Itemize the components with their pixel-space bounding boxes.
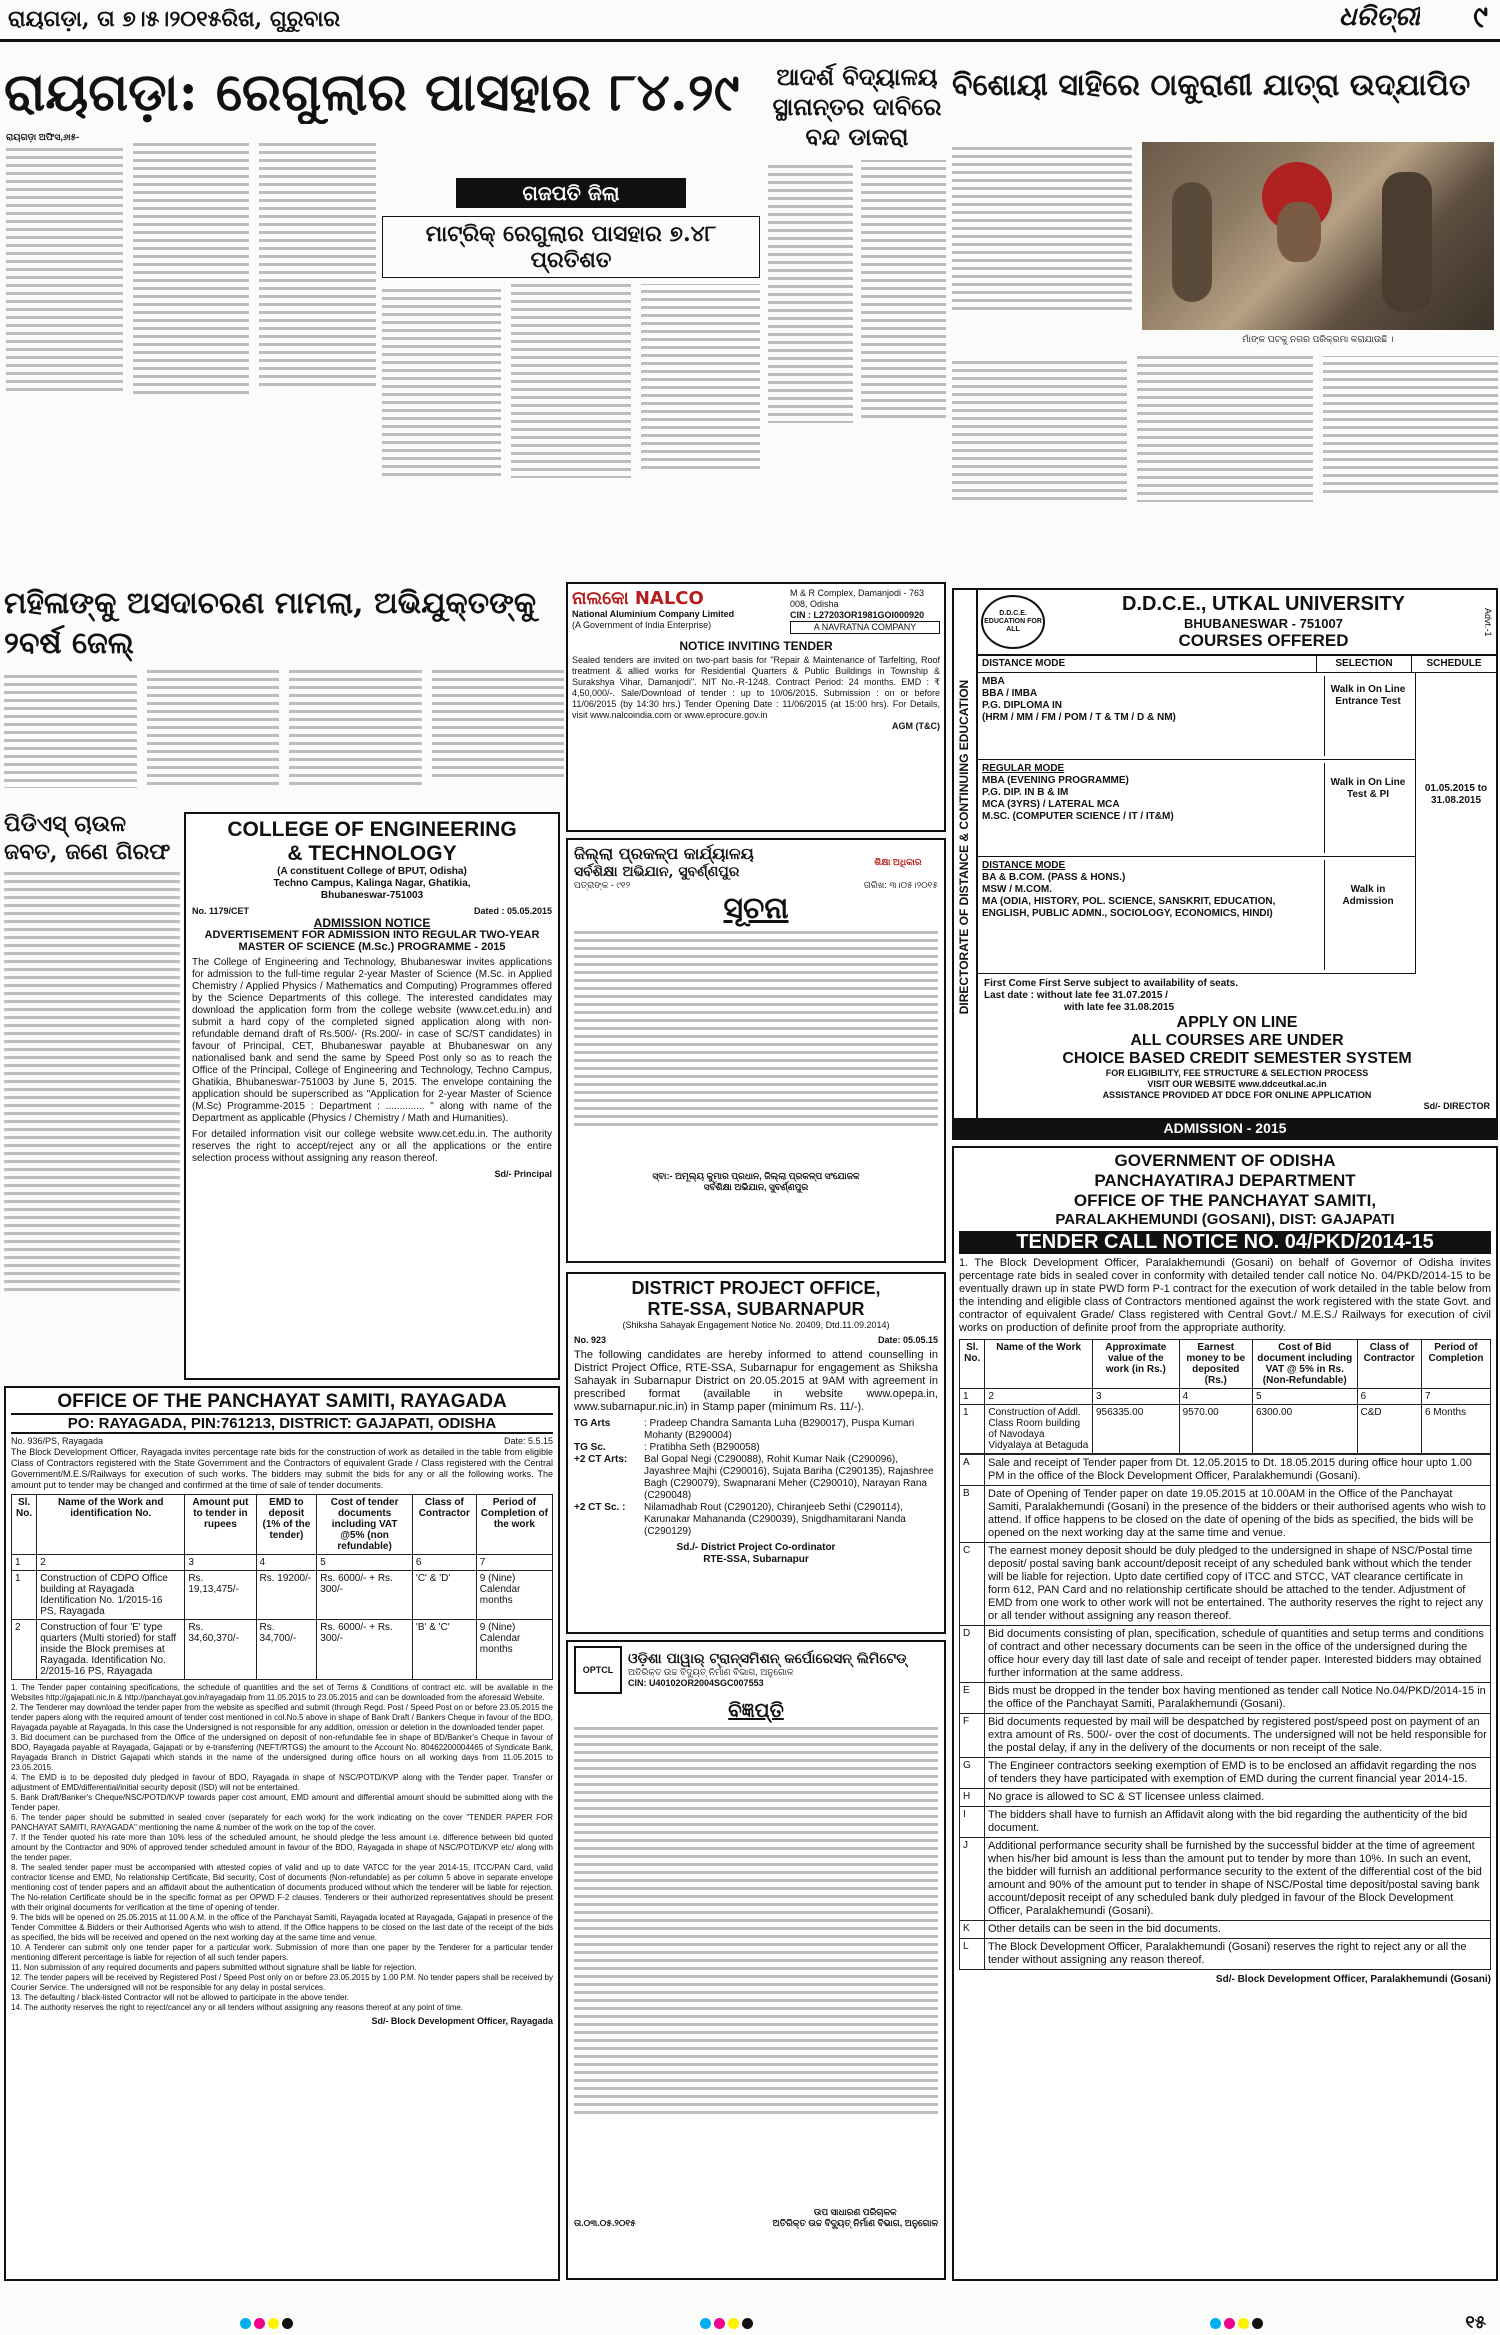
ssa-signatory-1: ସ୍ବା:- ଅମୂଲ୍ୟ କୁମାର ପ୍ରଧାନ, ଜିଲ୍ଲା ପ୍ରକଳ୍ପ ସଂଯୋଜକ	[652, 1171, 860, 1181]
mahila-story	[4, 584, 564, 804]
cet-ad	[184, 812, 560, 1380]
lead-story-body	[6, 132, 376, 572]
dpo-body: The following candidates are hereby informed to attend counselling in District Project Office, RTE-SSA, Subarnapur for engagement as Shiksha Sahayak in Subarnapur District on 20.05.2015 at 9AM with agreement in prescribed format (available in website www.opepa.in, www.subarnapur.nic.in) in Stamp paper (minimum Rs. 11/-).	[574, 1349, 938, 1413]
ddce-note-3: with late fee 31.08.2015	[1064, 1002, 1175, 1013]
text-block	[574, 1727, 938, 2207]
adarsha-headline-1: ଆଦର୍ଶ ବିଦ୍ୟାଳୟ	[776, 62, 938, 91]
ddce-apply-1: APPLY ON LINE	[1176, 1014, 1298, 1031]
optcl-cin: CIN: U40102OR2004SGC007553	[628, 1678, 764, 1688]
gosani-clauses	[959, 1454, 1491, 1970]
table-header: Cost of Bid document including VAT @ 5% in Rs. (Non-Refundable)	[1252, 1340, 1357, 1389]
cet-signatory: Sd/- Principal	[494, 1169, 552, 1179]
text-block	[382, 284, 760, 578]
dpo-row: +2 CT Arts: Bal Gopal Negi (C290088), Rohit Kumar Naik (C290096), Jayashree Majhi (C290016), Sujata Bariha (C290135), Rajashree Bagh (C290079), Swapnarani Meher (C290010), Narayan Rana (C290048)	[574, 1454, 934, 1501]
ddce-selection: Walk in On Line Test & PI	[1324, 763, 1411, 853]
table-header: Class of Contractor	[1357, 1340, 1421, 1389]
table-header-row	[960, 1340, 1491, 1389]
ssa-logo	[858, 857, 938, 868]
text-block	[952, 142, 1132, 332]
rayagada-terms	[11, 1683, 553, 2013]
adarsha-story	[768, 62, 946, 582]
dpo-date: Date: 05.05.15	[877, 1335, 938, 1345]
adarsha-headline-3: ବନ୍ଦ ଡାକରା	[805, 122, 909, 151]
ssa-title: ସୂଚନା	[723, 891, 789, 926]
registration-marks-center	[700, 2318, 753, 2329]
text-block	[4, 670, 564, 804]
ddce-courses-title: COURSES OFFERED	[1178, 631, 1349, 650]
table-row: 1 Construction of CDPO Office building at Rayagada Identification No. 1/2015-16 PS, Rayagada Rs. 19,13,475/- Rs. 19200/- Rs. 6000/- + Rs. 300/- 'C' & 'D' 9 (Nine) Calendar months	[12, 1571, 553, 1620]
term: 5. Bank Draft/Banker's Cheque/NSC/POTD/KVP towards paper cost amount, EMD amount and differential amount should be submitted along with the Tender paper.	[11, 1793, 553, 1812]
ddce-ad	[952, 588, 1498, 1140]
ddce-course: MSW / M.COM.	[982, 884, 1052, 895]
rayagada-subtitle: PO: RAYAGADA, PIN:761213, DISTRICT: GAJAPATI, ODISHA	[11, 1415, 553, 1434]
gosani-gov: GOVERNMENT OF ODISHA	[1114, 1151, 1336, 1170]
table-header: EMD to deposit (1% of the tender)	[256, 1495, 317, 1555]
ssa-office-2: ସର୍ବଶିକ୍ଷା ଅଭିଯାନ, ସୁବର୍ଣ୍ଣପୁର	[574, 864, 740, 880]
pds-headline-2: ଜବତ, ଜଣେ ଗିରଫ	[4, 839, 171, 865]
gosani-tender	[952, 1146, 1498, 2281]
nalco-signatory: AGM (T&C)	[892, 721, 940, 731]
table-header: Period of Completion	[1421, 1340, 1490, 1389]
dpo-row: TG Sc. : Pratibha Seth (B290058)	[574, 1442, 760, 1453]
ddce-selection: Walk in Admission	[1324, 860, 1411, 970]
nalco-company: National Aluminium Company Limited	[572, 609, 735, 619]
ssa-date: ତାରିଖ: ୩।୦୫।୨୦୧୫	[863, 880, 938, 890]
gajapati-headline: ମାଟ୍ରିକ୍ ରେଗୁଲାର ପାସହାର ୭.୪୮ ପ୍ରତିଶତ	[382, 216, 760, 278]
clause-row: G The Engineer contractors seeking exemption of EMD is to be enclosed an affidavit regarding the nos of tenders they have participated with exemption of EMD during the current financial year 2014-15.	[960, 1758, 1491, 1789]
text-block	[952, 356, 1498, 566]
ddce-selection: Walk in On Line Entrance Test	[1324, 676, 1411, 756]
optcl-signatory-2: ଅତିରିକ୍ତ ଉଚ୍ଚ ବିଦ୍ୟୁତ୍ ନିର୍ମାଣ ବିଭାଗ, ଅନୁଗୋଳ	[772, 2218, 938, 2228]
ssa-notice	[566, 838, 946, 1263]
cet-body: The College of Engineering and Technology, Bhubaneswar invites applications for admission to the full-time regular 2-year Master of Science (M.Sc. in Applied Chemistry / Applied Physics / Mathematics and Computing) Programmes offered by the Science Departments of this college. The interested candidates may download the application form from the college website (www.cet.edu.in) and submit a hard copy of the completed signed application along with non-refundable demand draft of Rs.500/- (Rs.200/- in case of SC/ST candidates) in favour of Principal, CET, Bhubaneswar payable at Bhubaneswar on any nationalised bank and send the same by Speed Post only so as to reach the Office of the Principal, College of Engineering and Technology, Techno Campus, Ghatikia, Bhubaneswar-751003 by June 5, 2015. The envelope containing the application should be superscribed as "Application for 2-year Master of Science (M.Sc) Programme-2015 : Department : .............. " along with name of the Department as applicable (Physics / Chemistry / Math and Humanities).	[192, 957, 552, 1124]
ddce-course: BBA / IMBA	[982, 688, 1038, 699]
optcl-logo: OPTCL	[574, 1646, 622, 1694]
dpo-notice	[566, 1272, 946, 1634]
ddce-col-header: DISTANCE MODE	[982, 658, 1066, 669]
ddce-schedule: 01.05.2015 to 31.08.2015	[1415, 673, 1496, 974]
dpo-signatory-2: RTE-SSA, Subarnapur	[703, 1554, 809, 1565]
dpo-title-2: RTE-SSA, SUBARNAPUR	[647, 1299, 865, 1319]
ddce-group-header: REGULAR MODE	[982, 763, 1065, 774]
gosani-dept: PANCHAYATIRAJ DEPARTMENT	[1094, 1171, 1356, 1190]
nalco-title: NOTICE INVITING TENDER	[679, 639, 833, 653]
registration-marks-left	[240, 2318, 293, 2329]
ddce-logo: D.D.C.E. EDUCATION FOR ALL	[981, 595, 1045, 649]
ddce-note-1: First Come First Serve subject to availability of seats.	[984, 978, 1238, 989]
ssa-logo-text: ଶିକ୍ଷା ଅଧିକାର	[874, 856, 922, 867]
ddce-col-header: SCHEDULE	[1411, 656, 1496, 672]
mahila-headline: ମହିଳାଙ୍କୁ ଅସଦାଚରଣ ମାମଲା, ଅଭିଯୁକ୍ତଙ୍କୁ ୨ବର୍ଷ ଜେଲ୍	[4, 586, 537, 661]
table-header: Cost of tender documents including VAT @5% (non refundable)	[317, 1495, 413, 1555]
ddce-group	[978, 857, 1415, 974]
cet-notice-sub: ADVERTISEMENT FOR ADMISSION INTO REGULAR TWO-YEAR MASTER OF SCIENCE (M.Sc.) PROGRAMME - 2015	[204, 929, 540, 953]
optcl-name: ଓଡ଼ିଶା ପାୱାର୍ ଟ୍ରାନ୍ସମିଶନ୍ କର୍ପୋରେସନ୍ ଲିମିଟେଡ୍	[628, 1651, 907, 1667]
ddce-side-label: DIRECTORATE OF DISTANCE & CONTINUING EDUCATION	[954, 590, 978, 1138]
ddce-course: P.G. DIPLOMA IN	[982, 700, 1063, 711]
ddce-note-2: Last date : without late fee 31.07.2015 /	[984, 990, 1168, 1001]
nalco-cin: CIN : L27203OR1981GOI000920	[790, 610, 925, 620]
table-header: Amount put to tender in rupees	[185, 1495, 256, 1555]
nalco-body: Sealed tenders are invited on two-part basis for "Repair & Maintenance of Tarfelting, Roof treatment & allied works for Residential Quarters & Public Buildings in Township & Surakshya Vihar, Damanjodi". NIT No.-R-1248. Contract Period: 24 months. EMD : ₹ 4,50,000/-. Sale/Download of tender : up to 10/06/2015. Submission : on or before 11/06/2015 (by 14:30 hrs.) Tender Opening Date : 11/06/2015 (at 15:00 hrs). For Details, visit www.nalcoindia.com or www.eprocure.gov.in	[572, 655, 940, 720]
dpo-sub: (Shiksha Sahayak Engagement Notice No. 20409, Dtd.11.09.2014)	[622, 1320, 890, 1330]
ssa-office: ଜିଲ୍ଲା ପ୍ରକଳ୍ପ କାର୍ଯ୍ୟାଳୟ	[574, 844, 754, 863]
ddce-course: MA (ODIA, HISTORY, POL. SCIENCE, SANSKRIT, EDUCATION, ENGLISH, PUBLIC ADMN., SOCIOLOGY, ECONOMICS, HINDI)	[982, 896, 1276, 919]
masthead	[0, 0, 1500, 42]
clause-row: L The Block Development Officer, Paralakhemundi (Gosani) reserves the right to reject any or all the tender without assigning any reason thereof.	[960, 1939, 1491, 1970]
photo-caption: ମାଁଙ୍କ ଘଟକୁ ନଗର ପରିକ୍ରମା କରାଯାଉଛି ।	[1242, 334, 1394, 344]
pds-story	[4, 810, 180, 1380]
cet-title-1: COLLEGE OF ENGINEERING	[227, 818, 517, 841]
ddce-info-2: VISIT OUR WEBSITE www.ddceutkal.ac.in	[1147, 1079, 1327, 1089]
bishoyi-headline: ବିଶୋୟୀ ସାହିରେ ଠାକୁରାଣୀ ଯାତ୍ରା ଉଦ୍‌ଯାପିତ	[952, 68, 1471, 103]
cet-sub-1: (A constituent College of BPUT, Odisha)	[277, 866, 467, 877]
gosani-office: OFFICE OF THE PANCHAYAT SAMITI,	[1073, 1191, 1377, 1210]
dpo-candidates	[574, 1418, 938, 1538]
ddce-group-header: DISTANCE MODE	[982, 860, 1066, 871]
rayagada-intro: The Block Development Officer, Rayagada invites percentage rate bids for the construction of work as detailed in the table from eligible Class of Contractors registered with the State Government and the Contractors of equivalent Grade / Class registered with the Central Government/M.E.S/Railways for execution of such works. The bidders may submit the bids for any or all the following works. The amount put to tender may be changed and confirmed at the time of sale of tender documents.	[11, 1447, 553, 1490]
clause-row: K Other details can be seen in the bid documents.	[960, 1921, 1491, 1939]
gosani-place: PARALAKHEMUNDI (GOSANI), DIST: GAJAPATI	[1055, 1211, 1395, 1228]
ddce-course: P.G. DIP. IN B & IM	[982, 787, 1069, 798]
table-header: Sl. No.	[12, 1495, 37, 1555]
cet-body-2: For detailed information visit our college website www.cet.edu.in. The authority reserves the right to accept/reject any or all the applications or the entire selection process without assigning any reason thereof.	[192, 1129, 552, 1164]
table-header: Name of the Work	[985, 1340, 1093, 1389]
gosani-intro: 1. The Block Development Officer, Paralakhemundi (Gosani) on behalf of Governor of Odisha invites percentage rate bids in sealed cover in conformity with detailed tender call notice No. 04/PKD/2014-15 to be eventually drawn up in state PWD form P-1 contract for the execution of work detailed in the table below from the intending and eligible class of Contractors mentioned against the work registered with the state Govt. and contractor of equivalent Grade/ Class registered with Central Govt./ M.E.S./ Railways for execution of civil works on production of definite proof from the appropriate authority.	[959, 1257, 1491, 1334]
table-header: Earnest money to be deposited (Rs.)	[1179, 1340, 1252, 1389]
cet-sub-3: Bhubaneswar-751003	[320, 890, 424, 901]
bishoyi-story	[952, 66, 1498, 576]
clause-row: E Bids must be dropped in the tender box having mentioned as tender call Notice No.04/PKD/2014-15 in the office of the Panchayat Samiti, Paralakhemundi (Gosani).	[960, 1683, 1491, 1714]
ddce-course: MBA	[982, 676, 1005, 687]
ddce-footer: ADMISSION - 2015	[954, 1118, 1496, 1138]
ddce-group	[978, 760, 1415, 857]
dpo-title-1: DISTRICT PROJECT OFFICE,	[631, 1278, 881, 1298]
cet-date: Dated : 05.05.2015	[473, 906, 552, 916]
clause-row: F Bid documents requested by mail will be despatched by registered post/speed post on payment of an extra amount of Rs. 500/- over the cost of documents. The undersigned will not be held responsible for the postal delay, if any in the delivery of the documents or non receipt of the sale.	[960, 1714, 1491, 1758]
rayagada-table	[11, 1494, 553, 1680]
adarsha-headline-2: ସ୍ଥାନାନ୍ତର ଦାବିରେ	[772, 92, 942, 121]
clause-row: D Bid documents consisting of plan, specification, schedule of quantities and setup terms and conditions of contract and other necessary documents can be seen in the office of the undersigned during the office hour every day till last date of sale and receipt of tender paper. Interested bidders may obtained further information at the same address.	[960, 1626, 1491, 1683]
gosani-notice: TENDER CALL NOTICE NO. 04/PKD/2014-15	[959, 1231, 1491, 1254]
optcl-ref: ତା.୦୩.୦୫.୨୦୧୫	[574, 2218, 636, 2228]
nalco-tagline: A NAVRATNA COMPANY	[790, 621, 940, 634]
table-header: Name of the Work and identification No.	[37, 1495, 185, 1555]
masthead-dateline: ରାୟଗଡ଼ା, ତା ୭।୫।୨୦୧୫ରିଖ, ଗୁରୁବାର	[8, 6, 341, 32]
term: 2. The Tenderer may download the tender paper from the website as specified and submit (through Regd. Post / Speed Post on or before 23.05.2015 the tender papers along with the required amount of tender cost mentioned in col.No.5 above in shape of Bank Draft / Bankers Cheque in favour of the BDO, Rayagada payable at Rayagada. In this case the Undersigned is not responsible for any addition, omission or deletion in the downloaded tender paper.	[11, 1703, 553, 1732]
gosani-signatory: Sd/- Block Development Officer, Paralakhemundi (Gosani)	[1215, 1974, 1491, 1985]
term: 6. The tender paper should be submitted in sealed cover (separately for each work) for the work indicating on the cover "TENDER PAPER FOR PANCHAYAT SAMITI, RAYAGADA" mentioning the name & number of the work on the top of the cover.	[11, 1813, 553, 1832]
term: 13. The defaulting / black-listed Contractor will not be allowed to participate in the above tender.	[11, 1993, 349, 2002]
nalco-company-sub: (A Government of India Enterprise)	[572, 620, 712, 630]
gajapati-label: ଗଜପତି ଜିଲା	[456, 178, 686, 208]
gosani-table	[959, 1339, 1491, 1454]
term: 12. The tender papers will be received by Registered Post / Speed Post only on or before 23.05.2015 by 1.00 P.M. No tender papers shall be received by Courier Service. The undersigned will not be responsible for any delay in postal services.	[11, 1973, 553, 1992]
nalco-address: M & R Complex, Damanjodi - 763 008, Odisha	[790, 588, 925, 609]
term: 1. The Tender paper containing specifications, the schedule of quantities and the set of Terms & Conditions of contract etc. will be available in the Websites http://gajapati.nic.in & http://panchayat.gov.in/rayagadaip from 11.05.2015 to 23.05.2015 and can be downloaded from the aforesaid Website.	[11, 1683, 553, 1702]
table-header: Approximate value of the work (in Rs.)	[1093, 1340, 1180, 1389]
cet-title-2: & TECHNOLOGY	[287, 842, 457, 865]
term: 9. The bids will be opened on 25.05.2015 at 11.00 A.M. in the office of the Panchayat Samiti, Rayagada located at Rayagada, Gajapati in presence of the Tender Committee & Bidders or their Authorised Agents who wish to attend. If the Office happens to be closed on the last date of the receipt of the bids as specified, the bids will be received and opened on the next working day at the same time and venue.	[11, 1913, 553, 1942]
ddce-info-1: FOR ELIGIBILITY, FEE STRUCTURE & SELECTION PROCESS	[1105, 1068, 1369, 1078]
ddce-course: M.SC. (COMPUTER SCIENCE / IT / IT&M)	[982, 811, 1174, 822]
dpo-row: +2 CT Sc. : Nilamadhab Rout (C290120), Chiranjeeb Sethi (C290114), Karunakar Mahananda (C290039), Snigdhamitarani Nanda (C290129)	[574, 1502, 906, 1537]
text-block	[6, 143, 376, 563]
term: 11. Non submission of any required documents and papers submitted without signature shall be liable for rejection.	[11, 1963, 417, 1972]
text-block	[574, 931, 938, 1171]
table-number-row: 1 2 3 4 5 6 7	[960, 1389, 1491, 1405]
dpo-ref: No. 923	[574, 1335, 607, 1345]
festival-photo	[1142, 142, 1494, 330]
nalco-ad	[566, 582, 946, 832]
cet-sub-2: Techno Campus, Kalinga Nagar, Ghatikia,	[273, 878, 471, 889]
term: 4. The EMD is to be deposited duly pledged in favour of BDO, Rayagada in shape of NSC/POTD/KVP along with the Tender paper. Transfer or adjustment of EMD/differential/initial security deposit (ISD) will not be entertained.	[11, 1773, 553, 1792]
pds-headline-1: ପିଡିଏସ୍ ଚାଉଳ	[4, 811, 126, 837]
term: 14. The authority reserves the right to reject/cancel any or all tenders without assigning any reasons thereof at any point of time.	[11, 2003, 464, 2012]
table-header: Class of Contractor	[412, 1495, 476, 1555]
lead-dateline: ରାୟଗଡ଼ା ଅଫିସ,୬ା୫-	[6, 132, 80, 142]
ddce-subtitle: BHUBANESWAR - 751007	[1184, 616, 1343, 631]
footer-page-number: ୧୫	[1465, 2312, 1486, 2333]
nalco-brand: ନାଲକୋ NALCO	[572, 588, 704, 609]
table-row: 1 Construction of Addl. Class Room building of Navodaya Vidyalaya at Betaguda 956335.00 9570.00 6300.00 C&D 6 Months	[960, 1405, 1491, 1454]
text-block	[768, 160, 946, 570]
term: 8. The sealed tender paper must be accompanied with attested copies of valid and up to date VATCC for the year 2014-15, ITCC/PAN Card, valid contractor license and EMD, No relationship Certificate, Bid security, Cost of documents (Non-refundable) as per column 5 above in separate envelope mentioning cost of tender papers and an affidavit about the authentication of documents produced without which the tenderer will be liable for rejection. The No-relation Certificate should be in the specific format as per OPWD F-2 clauses. Tenderers or their authorized representatives should be present with their original documents for verification at the time of opening of tender.	[11, 1863, 553, 1912]
table-header: Sl. No.	[960, 1340, 985, 1389]
masthead-paper-name: ଧରିତ୍ରୀ	[1338, 2, 1420, 32]
table-header-row	[12, 1495, 553, 1555]
ddce-course: BA & B.COM. (PASS & HONS.)	[982, 872, 1126, 883]
table-row: 2 Construction of four 'E' type quarters (Multi storied) for staff inside the Block premises at Rayagada. Identification No. 2/2015-16 PS, Rayagada Rs. 34,60,370/- Rs. 34,700/- Rs. 6000/- + Rs. 300/- 'B' & 'C' 9 (Nine) Calendar months	[12, 1620, 553, 1680]
clause-row: J Additional performance security shall be furnished by the successful bidder at the time of agreement when his/her bid amount is less than the amount put to tender by more than 10%. In such an event, the bidder will furnish an additional performance security to the extent of the differential cost of the bid amount and 90% of the amount put to tender in shape of NSC/Postal time deposit/postal saving bank account/deposit receipt of any scheduled bank duly pledged in favour of the Block Development Officer, Paralakhemundi (Gosani).	[960, 1838, 1491, 1921]
cet-notice-title: ADMISSION NOTICE	[313, 916, 431, 930]
ddce-course: MCA (3YRS) / LATERAL MCA	[982, 799, 1120, 810]
lead-headline: ରାୟଗଡ଼ା: ରେଗୁଲାର ପାସହାର ୮୪.୨୯	[4, 62, 740, 123]
ddce-course: MBA (EVENING PROGRAMME)	[982, 775, 1129, 786]
text-block	[4, 872, 180, 1372]
clause-row: C The earnest money deposit should be duly pledged to the undersigned in shape of NSC/Postal time deposit/ postal saving bank account/deposit receipt of any scheduled bank without which the tender will be liable for rejection. Upto date certified copy of ITCC and STCC, VAT clearance certificate in form 612, PAN Card and no relationship certificate should be attached to the tender. Adjustment of EMD from one work to other work will not be entertained. The authority reserves the right to reject any or all tender without assigning any reason thereof.	[960, 1543, 1491, 1626]
ddce-col-header: SELECTION	[1316, 656, 1411, 672]
clause-row: H No grace is allowed to SC & ST licensee unless claimed.	[960, 1789, 1491, 1807]
clause-row: B Date of Opening of Tender paper on date 19.05.2015 at 10.00AM in the Office of the Panchayat Samiti, Paralakhemundi (Gosani) in the presence of the bidders or their authorised agents who wish to attend. If office happens to be closed on the date of opening of the bids as specified, the bids will be opened on the next working day at the same time and venue.	[960, 1486, 1491, 1543]
masthead-page-number: ୯	[1473, 0, 1488, 35]
clause-row: I The bidders shall have to furnish an Affidavit along with the bid regarding the authenticity of the bid document.	[960, 1807, 1491, 1838]
ssa-signatory-2: ସର୍ବଶିକ୍ଷା ଅଭିଯାନ, ସୁବର୍ଣ୍ଣପୁର	[703, 1182, 809, 1192]
term: 3. Bid document can be purchased from the Office of the undersigned on deposit of non-refundable fee in shape of BD/Banker's Cheque in favour of BDO, Rayagada payable at Rayagada, Gajapati or by e-transferring (NEFT/RTGS) the amount to the Account No. 80462200004465 of Syndicate Bank, Rayagada Branch in District Gajapati which stands in the name of the undersigned during office hours on all working days from 11.05.2015 to 23.05.2015.	[11, 1733, 553, 1772]
optcl-notice	[566, 1640, 946, 2280]
optcl-title: ବିଜ୍ଞପ୍ତି	[728, 1698, 784, 1722]
registration-marks-right	[1210, 2318, 1263, 2329]
term: 7. If the Tender quoted his rate more than 10% less of the scheduled amount, he should pledge the less amount i.e. difference between bid quoted amount by the Contractor and 90% of approved tender scheduled amount in favour of the BDO, Rayagada in shape of NSC/POTD/KVP etc/ along with the tender paper.	[11, 1833, 553, 1862]
ddce-info-3: ASSISTANCE PROVIDED AT DDCE FOR ONLINE APPLICATION	[1102, 1090, 1372, 1100]
ddce-apply-3: CHOICE BASED CREDIT SEMESTER SYSTEM	[1062, 1050, 1412, 1067]
rayagada-ref: No. 936/PS, Rayagada	[11, 1436, 104, 1446]
ddce-signatory: Sd/- DIRECTOR	[1423, 1101, 1490, 1111]
clause-row: A Sale and receipt of Tender paper from Dt. 12.05.2015 to Dt. 18.05.2015 during office hour upto 1.00 PM in the office of the Block Development Officer, Paralakhemundi (Gosani).	[960, 1455, 1491, 1486]
optcl-signatory-1: ଉପ ସାଧାରଣ ପରିଚାଳକ	[813, 2207, 897, 2217]
rayagada-title: OFFICE OF THE PANCHAYAT SAMITI, RAYAGADA	[11, 1391, 553, 1415]
gajapati-box	[382, 178, 760, 578]
table-header: Period of Completion of the work	[476, 1495, 552, 1555]
dpo-signatory-1: Sd./- District Project Co-ordinator	[676, 1542, 836, 1553]
table-number-row: 1 2 3 4 5 6 7	[12, 1555, 553, 1571]
term: 10. A Tenderer can submit only one tender paper for a particular work. Submission of more than one paper by the Tenderer for a particular tender mentioning different percentage is liable for rejection of all such tender papers.	[11, 1943, 553, 1962]
cet-ref: No. 1179/CET	[192, 906, 250, 916]
dpo-row: TG Arts : Pradeep Chandra Samanta Luha (B290017), Puspa Kumari Mohanty (B290004)	[574, 1418, 915, 1441]
ddce-title: D.D.C.E., UTKAL UNIVERSITY	[1122, 593, 1405, 615]
rayagada-tender	[4, 1386, 560, 2281]
ddce-advt: Advt.-1	[1483, 607, 1493, 637]
optcl-sub: ଅତିରିକ୍ତ ଉଚ୍ଚ ବିଦ୍ୟୁତ୍ ନିର୍ମାଣ ବିଭାଗ, ଅନୁଗୋଳ	[628, 1667, 794, 1677]
ddce-course: (HRM / MM / FM / POM / T & TM / D & NM)	[982, 712, 1176, 723]
ddce-apply-2: ALL COURSES ARE UNDER	[1130, 1032, 1344, 1049]
ssa-ref: ପତ୍ରାଙ୍କ - ୯୧୨	[574, 880, 631, 890]
rayagada-date: Date: 5.5.15	[503, 1436, 553, 1446]
rayagada-signatory: Sd/- Block Development Officer, Rayagada	[371, 2016, 553, 2026]
ddce-group	[978, 673, 1415, 760]
